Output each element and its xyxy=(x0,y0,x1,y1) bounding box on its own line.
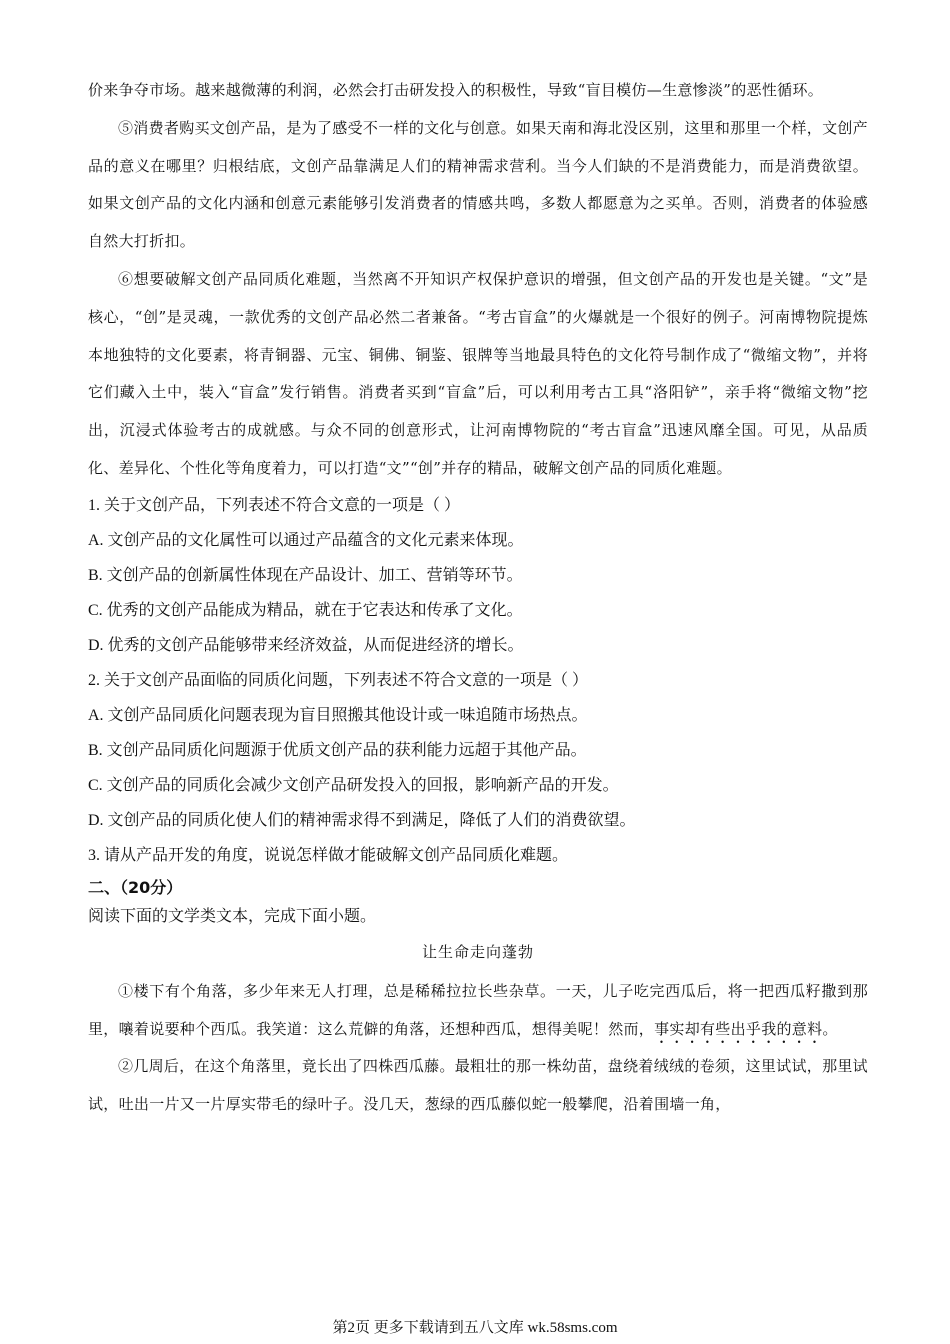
page-footer: 第2页 更多下载请到五八文库 wk.58sms.com xyxy=(332,1320,618,1336)
story-paragraph-2: ②几周后，在这个角落里，竟长出了四株西瓜藤。最粗壮的那一株幼苗，盘绕着绒绒的卷须，这里试试，那里试试，吐出一片又一片厚实带毛的绿叶子。没几天，葱绿的西瓜藤似蛇一般攀爬，沿着围墙一角， xyxy=(88,1057,868,1114)
question-2 xyxy=(88,663,868,838)
story-paragraph-1-text: ①楼下有个角落，多少年来无人打理，总是稀稀拉拉长些杂草。一天，儿子吃完西瓜后，将一把西瓜籽撒到那里，嚷着说要种个西瓜。我笑道：这么荒僻的角落，还想种西瓜，想得美呢！然而， xyxy=(88,981,868,1038)
question-3-stem: 3. 请从产品开发的角度，说说怎样做才能破解文创产品同质化难题。 xyxy=(88,846,569,864)
passage-paragraph-5: ⑤消费者购买文创产品，是为了感受不一样的文化与创意。如果天南和海北没区别，这里和那里一个样，文创产品的意义在哪里？归根结底，文创产品靠满足人们的精神需求营利。当今人们缺的不是消费能力，而是消费欲望。如果文创产品的文化内涵和创意元素能够引发消费者的情感共鸣，多数人都愿意为之买单。否则，消费者的体验感自然大打折扣。 xyxy=(88,118,868,251)
question-1-option-c: C. 优秀的文创产品能成为精品，就在于它表达和传承了文化。 xyxy=(88,601,523,619)
passage-paragraph-6: ⑥想要破解文创产品同质化难题，当然离不开知识产权保护意识的增强，但文创产品的开发也是关键。“文”是核心，“创”是灵魂，一款优秀的文创产品必然二者兼备。“考古盲盒”的火爆就是一个很好的例子。河南博物院提炼本地独特的文化要素，将青铜器、元宝、铜佛、铜鉴、银牌等当地最具特色的文化符号制作成了“微缩文物”，并将它们藏入土中，装入“盲盒”发行销售。消费者买到“盲盒”后，可以利用考古工具“洛阳铲”，亲手将“微缩文物”挖出，沉浸式体验考古的成就感。与众不同的创意形式，让河南博物院的“考古盲盒”迅速风靡全国。可见，从品质化、差异化、个性化等角度着力，可以打造“文”“创”并存的精品，破解文创产品的同质化难题。 xyxy=(88,269,868,477)
section-2-heading: 二、（20分） xyxy=(88,877,183,897)
story-paragraph-1 xyxy=(88,973,868,1049)
question-1 xyxy=(88,488,868,663)
section-2-instruction: 阅读下面的文学类文本，完成下面小题。 xyxy=(88,907,377,925)
question-2-option-d: D. 文创产品的同质化使人们的精神需求得不到满足，降低了人们的消费欲望。 xyxy=(88,811,636,829)
question-1-option-b: B. 文创产品的创新属性体现在产品设计、加工、营销等环节。 xyxy=(88,566,523,584)
question-2-option-c: C. 文创产品的同质化会减少文创产品研发投入的回报，影响新产品的开发。 xyxy=(88,776,619,794)
passage-paragraph-4-end: 价来争夺市场。越来越微薄的利润，必然会打击研发投入的积极性，导致“盲目模仿—生意惨淡”的恶性循环。 xyxy=(88,81,824,99)
question-1-stem: 1. 关于文创产品，下列表述不符合文意的一项是（ ） xyxy=(88,496,461,514)
question-2-option-b: B. 文创产品同质化问题源于优质文创产品的获利能力远超于其他产品。 xyxy=(88,741,587,759)
question-1-option-d: D. 优秀的文创产品能够带来经济效益，从而促进经济的增长。 xyxy=(88,636,524,654)
document-body xyxy=(88,72,868,1124)
question-2-option-a: A. 文创产品同质化问题表现为盲目照搬其他设计或一味追随市场热点。 xyxy=(88,706,588,724)
story-title: 让生命走向蓬勃 xyxy=(421,942,534,961)
emphasized-phrase: 事实却有些出乎我的意料 xyxy=(654,1019,823,1038)
story-paragraph-1-end: 。 xyxy=(822,1019,838,1038)
question-1-option-a: A. 文创产品的文化属性可以通过产品蕴含的文化元素来体现。 xyxy=(88,531,524,549)
question-2-stem: 2. 关于文创产品面临的同质化问题，下列表述不符合文意的一项是（ ） xyxy=(88,671,589,689)
